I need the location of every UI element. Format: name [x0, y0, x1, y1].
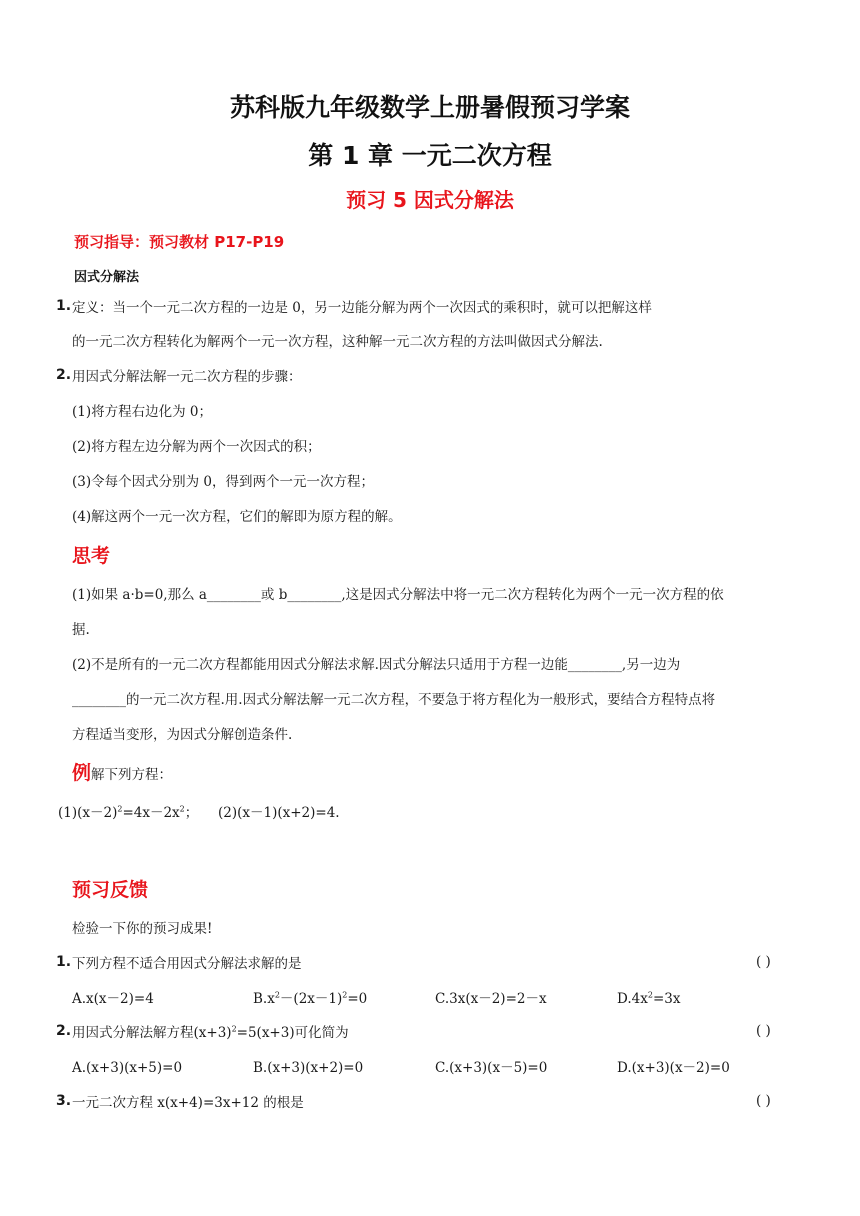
example-equation-2: (2)(x－1)(x+2)=4. [218, 805, 340, 821]
think-heading: 思考 [72, 545, 111, 567]
option-c[interactable]: C.(x+3)(x－5)=0 [435, 1060, 548, 1076]
option-d[interactable]: D.(x+3)(x－2)=0 [617, 1060, 730, 1076]
point-number: 1. [56, 298, 72, 314]
example-text: 解下列方程： [91, 767, 173, 783]
option-a[interactable]: A.x(x－2)=4 [72, 991, 154, 1007]
definition-line: 定义：当一个一元二次方程的一边是 0，另一边能分解为两个一次因式的乘积时，就可以把解这样 [72, 300, 652, 316]
feedback-heading: 预习反馈 [72, 879, 149, 901]
example-label: 例 [72, 762, 92, 784]
think-line: (2)不是所有的一元二次方程都能用因式分解法求解.因式分解法只适用于方程一边能________,另一边为 [72, 657, 681, 673]
think-line: 据. [72, 622, 90, 638]
steps-intro: 用因式分解法解一元二次方程的步骤： [72, 369, 302, 385]
example-equation-1: $(1)(x-2)^2=4x-2x^2$； [58, 804, 199, 821]
answer-bracket[interactable]: ( ) [756, 1023, 771, 1039]
answer-bracket[interactable]: ( ) [756, 954, 771, 970]
example-block [72, 758, 172, 785]
point-number: 2. [56, 367, 72, 383]
step-item: (2)将方程左边分解为两个一次因式的积； [72, 439, 321, 455]
chapter-title: 第 1 章 一元二次方程 [308, 141, 552, 170]
question-number: 1. [56, 954, 72, 970]
question-text: 一元二次方程 x(x+4)=3x+12 的根是 [72, 1095, 304, 1111]
option-b[interactable]: $B.x^2-(2x-1)^2=0$ [253, 990, 368, 1007]
think-line: 方程适当变形，为因式分解创造条件. [72, 727, 293, 743]
option-b[interactable]: B.(x+3)(x+2)=0 [253, 1060, 364, 1076]
option-d[interactable]: $D.4x^2=3x$ [617, 990, 681, 1007]
think-line: (1)如果 a·b=0,那么 a________或 b________,这是因式分解法中将一元二次方程转化为两个一元一次方程的依 [72, 587, 724, 603]
answer-bracket[interactable]: ( ) [756, 1093, 771, 1109]
document-title: 苏科版九年级数学上册暑假预习学案 [229, 93, 630, 122]
question-number: 3. [56, 1093, 72, 1109]
step-item: (3)令每个因式分别为 0，得到两个一元一次方程； [72, 474, 375, 490]
question-text: 下列方程不适合用因式分解法求解的是 [72, 956, 302, 972]
definition-line: 的一元二次方程转化为解两个一元一次方程，这种解一元二次方程的方法叫做因式分解法. [72, 334, 603, 350]
option-a[interactable]: A.(x+3)(x+5)=0 [72, 1060, 183, 1076]
option-c[interactable]: C.3x(x－2)=2－x [435, 991, 547, 1007]
section-subheading: 因式分解法 [74, 270, 140, 285]
step-item: (1)将方程右边化为 0； [72, 404, 213, 420]
think-line: ________的一元二次方程.用.因式分解法解一元二次方程，不要急于将方程化为一般形式，要结合方程特点将 [72, 692, 716, 708]
lesson-title: 预习 5 因式分解法 [346, 188, 514, 212]
feedback-intro: 检验一下你的预习成果! [72, 921, 213, 937]
step-item: (4)解这两个一元一次方程，它们的解即为原方程的解。 [72, 509, 402, 525]
question-text: 用因式分解法解方程$(x+3)^2=5(x+3)$可化简为 [72, 1024, 349, 1041]
question-number: 2. [56, 1023, 72, 1039]
preview-guide: 预习指导：预习教材 P17-P19 [74, 233, 285, 251]
